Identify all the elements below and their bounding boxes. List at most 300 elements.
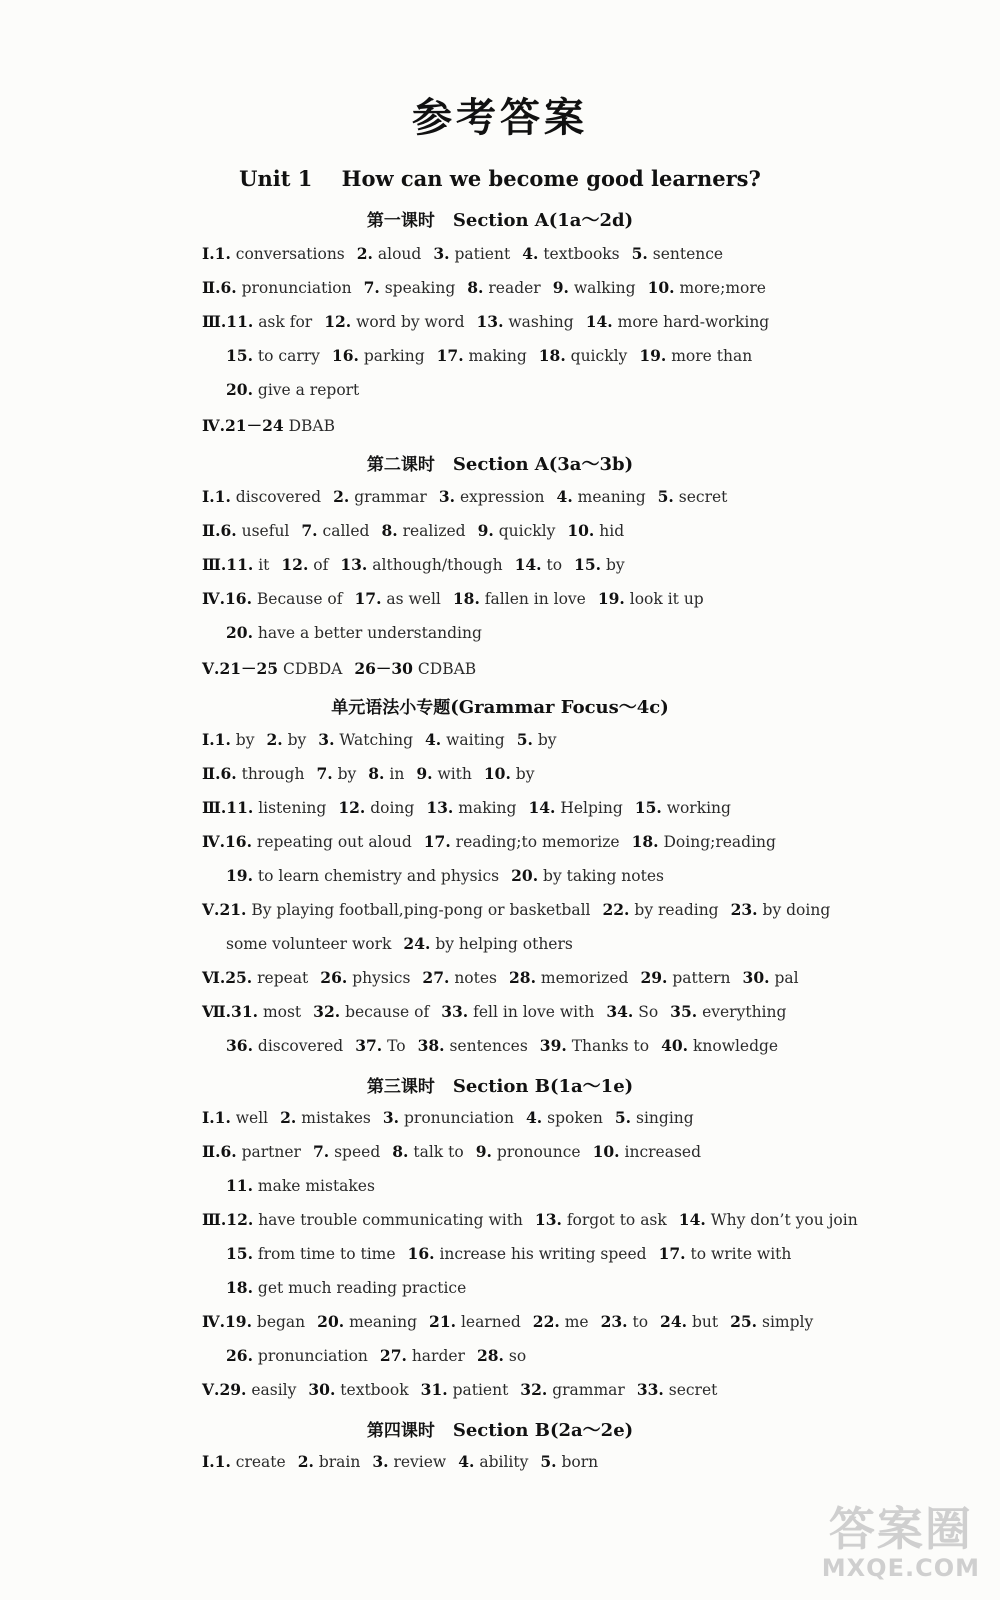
question-number: 14. [528, 798, 556, 817]
answer-text: from time to time [257, 1245, 396, 1263]
question-number: 13. [340, 555, 368, 574]
section-heading [0, 1072, 1000, 1098]
answer-text: CDBAB [417, 660, 477, 678]
answer-text: pronounce [496, 1143, 581, 1161]
answer-line [202, 798, 731, 817]
question-number: 13. [426, 798, 454, 817]
answer-text: but [691, 1313, 719, 1331]
question-number: 17. [423, 832, 451, 851]
question-number: 16. [331, 346, 359, 365]
answer-text: brain [318, 1453, 361, 1471]
question-group-numeral: Ⅳ. [202, 416, 225, 435]
section-lesson-label: 第一课时 [366, 211, 435, 231]
question-number: 31. [231, 1002, 259, 1021]
answer-text: sentences [449, 1037, 528, 1055]
question-number: 38. [417, 1036, 445, 1055]
answer-text: look it up [629, 590, 704, 608]
answer-text: discovered [257, 1037, 344, 1055]
answer-text: review [393, 1453, 447, 1471]
question-number: 18. [631, 832, 659, 851]
answer-line [226, 1244, 791, 1263]
question-number: 5. [516, 730, 533, 749]
question-number: 19. [639, 346, 667, 365]
question-group-numeral: Ⅰ. [202, 1108, 215, 1127]
question-number: 20. [317, 1312, 345, 1331]
question-number: 30. [742, 968, 770, 987]
answer-text: aloud [377, 245, 422, 263]
answer-text: listening [258, 799, 327, 817]
answer-text: fallen in love [484, 590, 586, 608]
answer-text: by [537, 731, 557, 749]
question-number: 15. [634, 798, 662, 817]
question-group-numeral: Ⅰ. [202, 730, 215, 749]
question-number: 8. [392, 1142, 409, 1161]
question-number: 3. [372, 1452, 389, 1471]
answer-text: waiting [446, 731, 505, 749]
question-number: 26－30 [354, 659, 413, 678]
answer-text: discovered [235, 488, 322, 506]
answer-text: born [561, 1453, 599, 1471]
answer-text: textbook [340, 1381, 409, 1399]
answer-text: as well [386, 590, 441, 608]
question-number: 4. [522, 244, 539, 263]
question-number: 14. [678, 1210, 706, 1229]
answer-text: to [632, 1313, 649, 1331]
question-number: 19. [225, 1312, 252, 1331]
question-number: 4. [526, 1108, 543, 1127]
answer-line [226, 1176, 375, 1195]
question-number: 31. [420, 1380, 448, 1399]
answer-text: DBAB [288, 417, 335, 435]
answer-text: useful [241, 522, 290, 540]
answer-line [226, 1036, 778, 1055]
question-number: 28. [509, 968, 536, 987]
answer-text: by [515, 765, 535, 783]
question-number: 26. [226, 1346, 253, 1365]
answer-text: word by word [356, 313, 465, 331]
answer-text: forgot to ask [566, 1211, 667, 1229]
answer-text: by taking notes [543, 867, 664, 885]
answer-text: secret [668, 1381, 718, 1399]
question-number: 21. [219, 900, 247, 919]
answer-text: grammar [354, 488, 427, 506]
question-number: 5. [631, 244, 648, 263]
section-range-label: Section A(3a～3b) [452, 454, 634, 475]
answer-line [202, 832, 776, 851]
question-group-numeral: Ⅱ. [202, 278, 221, 297]
answer-text: notes [454, 969, 497, 987]
question-number: 36. [226, 1036, 253, 1055]
answer-text: singing [636, 1109, 694, 1127]
question-number: 17. [436, 346, 464, 365]
question-number: 18. [538, 346, 566, 365]
question-group-numeral: Ⅵ. [202, 968, 226, 987]
question-number: 8. [368, 764, 385, 783]
question-number: 11. [226, 1176, 253, 1195]
question-number: 12. [226, 1210, 254, 1229]
answer-text: pronunciation [241, 279, 352, 297]
answer-text: by doing [762, 901, 831, 919]
section-heading [0, 693, 1000, 719]
question-group-numeral: Ⅳ. [202, 832, 225, 851]
answer-line [202, 764, 534, 783]
answer-text: patient [452, 1381, 509, 1399]
answer-text: have trouble communicating with [258, 1211, 523, 1229]
answer-text: to write with [690, 1245, 792, 1263]
question-number: 8. [467, 278, 484, 297]
answer-text: quickly [570, 347, 628, 365]
answer-text: to learn chemistry and physics [257, 867, 500, 885]
question-group-numeral: Ⅴ. [202, 659, 220, 678]
question-group-numeral: Ⅲ. [202, 1210, 227, 1229]
question-group-numeral: Ⅰ. [202, 1452, 215, 1471]
question-number: 2. [333, 487, 350, 506]
answer-text: patient [454, 245, 511, 263]
question-number: 17. [658, 1244, 686, 1263]
answer-text: By playing football,ping-pong or basketball [251, 901, 591, 919]
question-number: 33. [441, 1002, 469, 1021]
answer-text: by helping others [435, 935, 573, 953]
answer-text: making [468, 347, 527, 365]
answer-text: Watching [339, 731, 413, 749]
answer-text: create [235, 1453, 286, 1471]
answer-line [202, 657, 476, 679]
answer-text: well [235, 1109, 269, 1127]
section-range-label: Section B(1a～1e) [452, 1076, 634, 1097]
answer-text: repeat [257, 969, 309, 987]
answer-text: doing [370, 799, 415, 817]
question-number: 30. [308, 1380, 336, 1399]
answer-text: memorized [540, 969, 629, 987]
answer-text: it [258, 556, 270, 574]
question-number: 14. [585, 312, 613, 331]
answer-line [202, 968, 799, 987]
section-lesson-label: 第四课时 [366, 1421, 435, 1441]
question-number: 1. [214, 244, 231, 263]
section-lesson-label: 单元语法小专题 [331, 698, 451, 718]
question-number: 29. [219, 1380, 247, 1399]
answer-text: expression [459, 488, 545, 506]
answer-text: some volunteer work [226, 935, 392, 953]
question-number: 24. [660, 1312, 688, 1331]
question-number: 26. [320, 968, 348, 987]
question-number: 21. [429, 1312, 456, 1331]
answer-text: washing [508, 313, 574, 331]
answer-text: increased [624, 1143, 702, 1161]
answer-text: working [666, 799, 731, 817]
answer-line [202, 1380, 717, 1399]
answer-text: Because of [256, 590, 343, 608]
question-number: 13. [476, 312, 504, 331]
question-number: 20. [226, 380, 253, 399]
answer-line [202, 1002, 786, 1021]
answer-text: by [287, 731, 307, 749]
answer-text: grammar [552, 1381, 625, 1399]
question-number: 1. [214, 487, 231, 506]
question-number: 4. [458, 1452, 475, 1471]
answer-line [202, 555, 625, 574]
question-number: 32. [313, 1002, 341, 1021]
answer-text: sentence [652, 245, 724, 263]
section-lesson-label: 第二课时 [366, 455, 435, 475]
question-number: 16. [407, 1244, 435, 1263]
answer-text: CDBDA [283, 660, 343, 678]
answer-line [202, 1108, 694, 1127]
question-number: 3. [438, 487, 455, 506]
answer-text: hid [599, 522, 625, 540]
answer-text: have a better understanding [257, 624, 482, 642]
question-group-numeral: Ⅰ. [202, 487, 215, 506]
question-number: 6. [220, 1142, 237, 1161]
question-number: 23. [600, 1312, 628, 1331]
answer-text: me [564, 1313, 589, 1331]
answer-text: speaking [384, 279, 456, 297]
question-number: 9. [416, 764, 433, 783]
answer-text: Doing;reading [663, 833, 776, 851]
question-number: 11. [226, 312, 254, 331]
answer-line [202, 414, 335, 436]
question-number: 25. [225, 968, 253, 987]
question-number: 1. [214, 1108, 231, 1127]
answer-text: learned [460, 1313, 521, 1331]
answer-text: meaning [349, 1313, 418, 1331]
answer-text: repeating out aloud [256, 833, 412, 851]
answer-line [202, 1452, 598, 1471]
watermark-logo [822, 1504, 980, 1582]
question-group-numeral: Ⅴ. [202, 900, 220, 919]
answer-text: more than [671, 347, 753, 365]
answer-text: reading;to memorize [455, 833, 620, 851]
answer-text: partner [241, 1143, 301, 1161]
question-number: 6. [220, 521, 237, 540]
question-number: 7. [363, 278, 380, 297]
question-number: 10. [592, 1142, 620, 1161]
question-number: 32. [520, 1380, 548, 1399]
answer-line [202, 900, 830, 919]
question-number: 27. [379, 1346, 407, 1365]
answer-line [226, 623, 482, 642]
answer-text: mistakes [301, 1109, 371, 1127]
answer-text: although/though [372, 556, 503, 574]
answer-text: walking [573, 279, 636, 297]
question-number: 5. [657, 487, 674, 506]
answer-text: So [638, 1003, 659, 1021]
answer-text: everything [702, 1003, 787, 1021]
question-number: 34. [606, 1002, 634, 1021]
section-heading [0, 1416, 1000, 1442]
question-number: 15. [226, 1244, 253, 1263]
question-number: 21－24 [225, 416, 284, 435]
question-number: 12. [338, 798, 366, 817]
question-group-numeral: Ⅶ. [202, 1002, 232, 1021]
answer-line [202, 312, 769, 331]
section-range-label: Section A(1a～2d) [452, 210, 634, 231]
question-group-numeral: Ⅳ. [202, 589, 225, 608]
question-number: 10. [567, 521, 595, 540]
section-lesson-label: 第三课时 [366, 1077, 435, 1097]
answer-text: speed [334, 1143, 381, 1161]
question-number: 11. [226, 555, 254, 574]
watermark-text: 答案圈 [828, 1502, 973, 1556]
answer-text: so [508, 1347, 527, 1365]
question-number: 2. [280, 1108, 297, 1127]
section-heading [0, 450, 1000, 476]
answer-text: because of [345, 1003, 430, 1021]
question-number: 12. [281, 555, 309, 574]
question-number: 19. [226, 866, 253, 885]
answer-text: through [241, 765, 305, 783]
question-number: 40. [661, 1036, 689, 1055]
answer-text: most [262, 1003, 302, 1021]
question-group-numeral: Ⅱ. [202, 764, 221, 783]
question-number: 27. [422, 968, 450, 987]
question-number: 29. [640, 968, 668, 987]
answer-line [202, 244, 723, 263]
answer-text: pal [774, 969, 799, 987]
answer-text: To [387, 1037, 406, 1055]
question-number: 3. [382, 1108, 400, 1127]
question-group-numeral: Ⅲ. [202, 555, 227, 574]
answer-text: Thanks to [571, 1037, 650, 1055]
answer-text: with [437, 765, 472, 783]
question-number: 9. [477, 521, 494, 540]
answer-text: parking [363, 347, 425, 365]
question-number: 8. [381, 521, 398, 540]
question-number: 5. [540, 1452, 557, 1471]
answer-text: fell in love with [473, 1003, 595, 1021]
answer-text: get much reading practice [257, 1279, 467, 1297]
answer-text: knowledge [692, 1037, 779, 1055]
question-number: 4. [425, 730, 442, 749]
answer-text: give a report [257, 381, 360, 399]
question-number: 28. [476, 1346, 504, 1365]
question-number: 35. [670, 1002, 698, 1021]
answer-text: pattern [672, 969, 731, 987]
question-number: 20. [226, 623, 253, 642]
answer-text: harder [411, 1347, 465, 1365]
answer-text: easily [251, 1381, 297, 1399]
answer-text: by reading [634, 901, 719, 919]
question-number: 22. [532, 1312, 560, 1331]
answer-line [226, 380, 359, 399]
question-number: 21－25 [219, 659, 279, 678]
question-number: 11. [226, 798, 254, 817]
answer-text: pronunciation [404, 1109, 514, 1127]
question-number: 16. [225, 589, 252, 608]
answer-text: textbooks [543, 245, 620, 263]
answer-line [226, 346, 752, 365]
question-number: 15. [226, 346, 253, 365]
answer-text: reader [488, 279, 541, 297]
answer-text: to [546, 556, 563, 574]
answer-line [226, 1278, 466, 1297]
answer-text: meaning [577, 488, 646, 506]
question-number: 19. [597, 589, 625, 608]
question-number: 23. [730, 900, 758, 919]
answer-text: began [256, 1313, 306, 1331]
question-group-numeral: Ⅱ. [202, 521, 221, 540]
question-number: 2. [297, 1452, 314, 1471]
answer-text: realized [402, 522, 466, 540]
answer-text: by [235, 731, 255, 749]
answer-text: more;more [679, 279, 766, 297]
question-number: 39. [539, 1036, 567, 1055]
answer-text: physics [352, 969, 411, 987]
question-number: 1. [214, 1452, 231, 1471]
question-number: 18. [452, 589, 480, 608]
question-number: 13. [534, 1210, 562, 1229]
question-number: 18. [226, 1278, 253, 1297]
question-number: 2. [266, 730, 283, 749]
answer-text: simply [762, 1313, 814, 1331]
answer-line [202, 589, 704, 608]
question-number: 5. [614, 1108, 632, 1127]
question-number: 33. [636, 1380, 664, 1399]
question-group-numeral: Ⅲ. [202, 798, 227, 817]
answer-line [226, 866, 664, 885]
answer-line [202, 730, 557, 749]
unit-title: Unit 1 How can we become good learners? [239, 166, 761, 191]
question-number: 10. [483, 764, 511, 783]
page-title: 参考答案 [412, 95, 588, 141]
answer-text: talk to [413, 1143, 464, 1161]
question-number: 25. [730, 1312, 758, 1331]
answer-line [202, 1210, 858, 1229]
question-number: 15. [574, 555, 601, 574]
question-number: 24. [403, 934, 431, 953]
question-number: 1. [214, 730, 231, 749]
answer-text: to carry [257, 347, 320, 365]
answer-text: quickly [498, 522, 556, 540]
answer-line [202, 278, 766, 297]
answer-line [202, 1312, 813, 1331]
answer-text: by [337, 765, 357, 783]
section-range-label: Section B(2a～2e) [452, 1420, 634, 1441]
answer-text: conversations [235, 245, 345, 263]
answer-text: pronunciation [257, 1347, 368, 1365]
answer-text: more hard-working [617, 313, 770, 331]
answer-line [202, 521, 624, 540]
question-number: 17. [354, 589, 382, 608]
answer-text: making [458, 799, 517, 817]
section-range-label: (Grammar Focus～4c) [450, 697, 669, 718]
answer-text: in [389, 765, 405, 783]
answer-text: spoken [547, 1109, 603, 1127]
answer-text: ability [479, 1453, 529, 1471]
question-number: 2. [356, 244, 373, 263]
question-number: 12. [324, 312, 352, 331]
question-number: 3. [318, 730, 335, 749]
question-number: 9. [475, 1142, 492, 1161]
answer-text: make mistakes [257, 1177, 375, 1195]
answer-line [202, 487, 727, 506]
answer-text: Why don’t you join [710, 1211, 858, 1229]
question-number: 9. [552, 278, 569, 297]
watermark-url: MXQE.COM [821, 1554, 980, 1582]
question-number: 37. [355, 1036, 383, 1055]
question-group-numeral: Ⅴ. [202, 1380, 220, 1399]
question-number: 4. [556, 487, 573, 506]
answer-line [202, 1142, 701, 1161]
question-group-numeral: Ⅲ. [202, 312, 227, 331]
question-number: 6. [220, 764, 237, 783]
section-heading [0, 206, 1000, 232]
answer-text: of [313, 556, 329, 574]
answer-text: increase his writing speed [439, 1245, 647, 1263]
answer-text: called [322, 522, 370, 540]
question-number: 22. [602, 900, 630, 919]
answer-text: ask for [258, 313, 313, 331]
